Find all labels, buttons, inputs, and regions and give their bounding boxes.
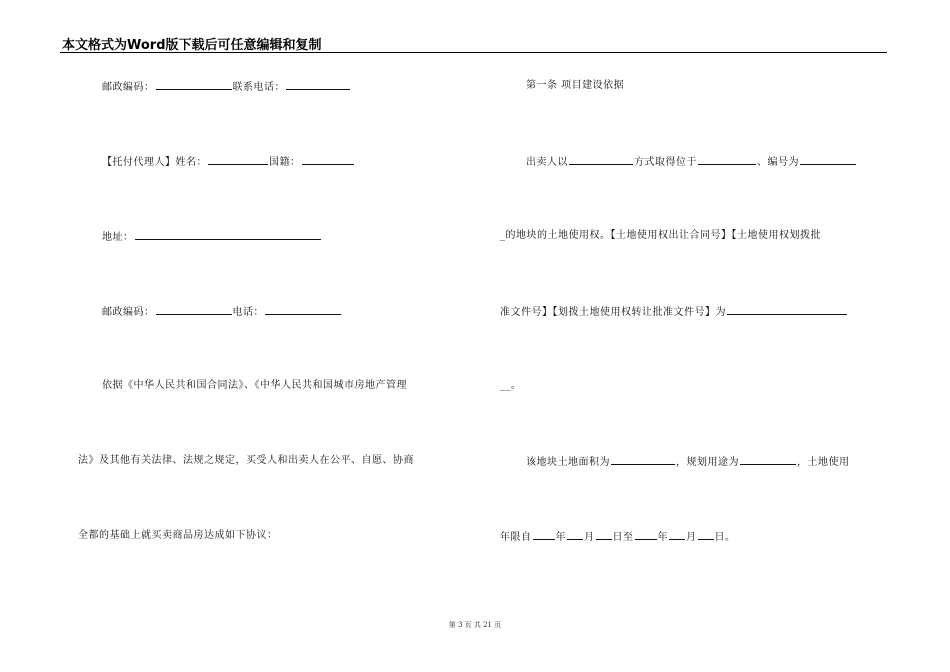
page-number: 第 3 页 共 21 页 — [448, 621, 502, 629]
end-year-blank[interactable] — [635, 529, 657, 540]
seller-label-a: 出卖人以 — [526, 157, 568, 168]
postal-blank-2[interactable] — [156, 304, 232, 315]
area-label-c: ，土地使用 — [797, 457, 850, 468]
agent-label: 【托付代理人】姓名： — [102, 157, 207, 168]
phone-label: 联系电话： — [232, 82, 285, 93]
start-month-blank[interactable] — [567, 529, 583, 540]
address-label: 地址： — [102, 232, 134, 243]
postal-phone-line-2 — [102, 304, 342, 320]
phone-label-2: 电话： — [232, 307, 264, 318]
agent-name-blank[interactable] — [208, 154, 268, 165]
end-day-blank[interactable] — [698, 529, 714, 540]
land-use-line: _的地块的土地使用权。【土地使用权出让合同号】【土地使用权划拨批 — [500, 230, 821, 241]
start-day-blank[interactable] — [596, 529, 612, 540]
seller-label-c: 、编号为 — [757, 157, 799, 168]
basis-paragraph-line-3: 全都的基础上就买卖商品房达成如下协议： — [78, 530, 278, 541]
approval-line — [500, 304, 848, 320]
article-1-heading: 第一条 项目建设依据 — [526, 80, 625, 91]
postal-phone-line-1 — [102, 79, 351, 95]
term-label-c: 月 — [584, 532, 595, 543]
basis-paragraph-line-1: 依据《中华人民共和国合同法》、《中华人民共和国城市房地产管理 — [102, 380, 407, 391]
nationality-blank[interactable] — [302, 154, 354, 165]
postal-label: 邮政编码： — [102, 82, 155, 93]
approval-number-blank[interactable] — [727, 304, 847, 315]
term-label-g: 日。 — [714, 532, 736, 543]
agent-line — [102, 154, 355, 170]
term-line — [500, 529, 736, 545]
term-label-d: 日至 — [612, 532, 634, 543]
area-label-a: 该地块土地面积为 — [526, 457, 610, 468]
land-area-blank[interactable] — [611, 454, 675, 465]
term-label-f: 月 — [686, 532, 697, 543]
end-mark-line: __。 — [500, 380, 522, 391]
term-label-e: 年 — [657, 532, 668, 543]
approval-label: 准文件号】【划拨土地使用权转让批准文件号】为 — [500, 307, 726, 318]
area-label-b: ，规划用途为 — [676, 457, 739, 468]
nationality-label: 国籍： — [269, 157, 301, 168]
term-label-a: 年限自 — [500, 532, 532, 543]
header-divider — [60, 52, 887, 53]
acquisition-method-blank[interactable] — [569, 154, 633, 165]
basis-paragraph-line-2: 法》及其他有关法律、法规之规定，买受人和出卖人在公平、自愿、协商 — [78, 455, 414, 466]
seller-label-b: 方式取得位于 — [634, 157, 697, 168]
address-line — [102, 229, 322, 245]
postal-blank[interactable] — [156, 79, 232, 90]
start-year-blank[interactable] — [533, 529, 555, 540]
land-number-blank[interactable] — [800, 154, 856, 165]
end-month-blank[interactable] — [669, 529, 685, 540]
seller-line — [526, 154, 857, 170]
address-blank[interactable] — [135, 229, 321, 240]
phone-blank-2[interactable] — [265, 304, 341, 315]
phone-blank[interactable] — [286, 79, 350, 90]
land-area-line — [526, 454, 850, 470]
header-title: 本文格式为Word版下载后可任意编辑和复制 — [62, 38, 322, 53]
location-blank[interactable] — [698, 154, 756, 165]
postal-label-2: 邮政编码： — [102, 307, 155, 318]
planned-use-blank[interactable] — [740, 454, 796, 465]
term-label-b: 年 — [555, 532, 566, 543]
